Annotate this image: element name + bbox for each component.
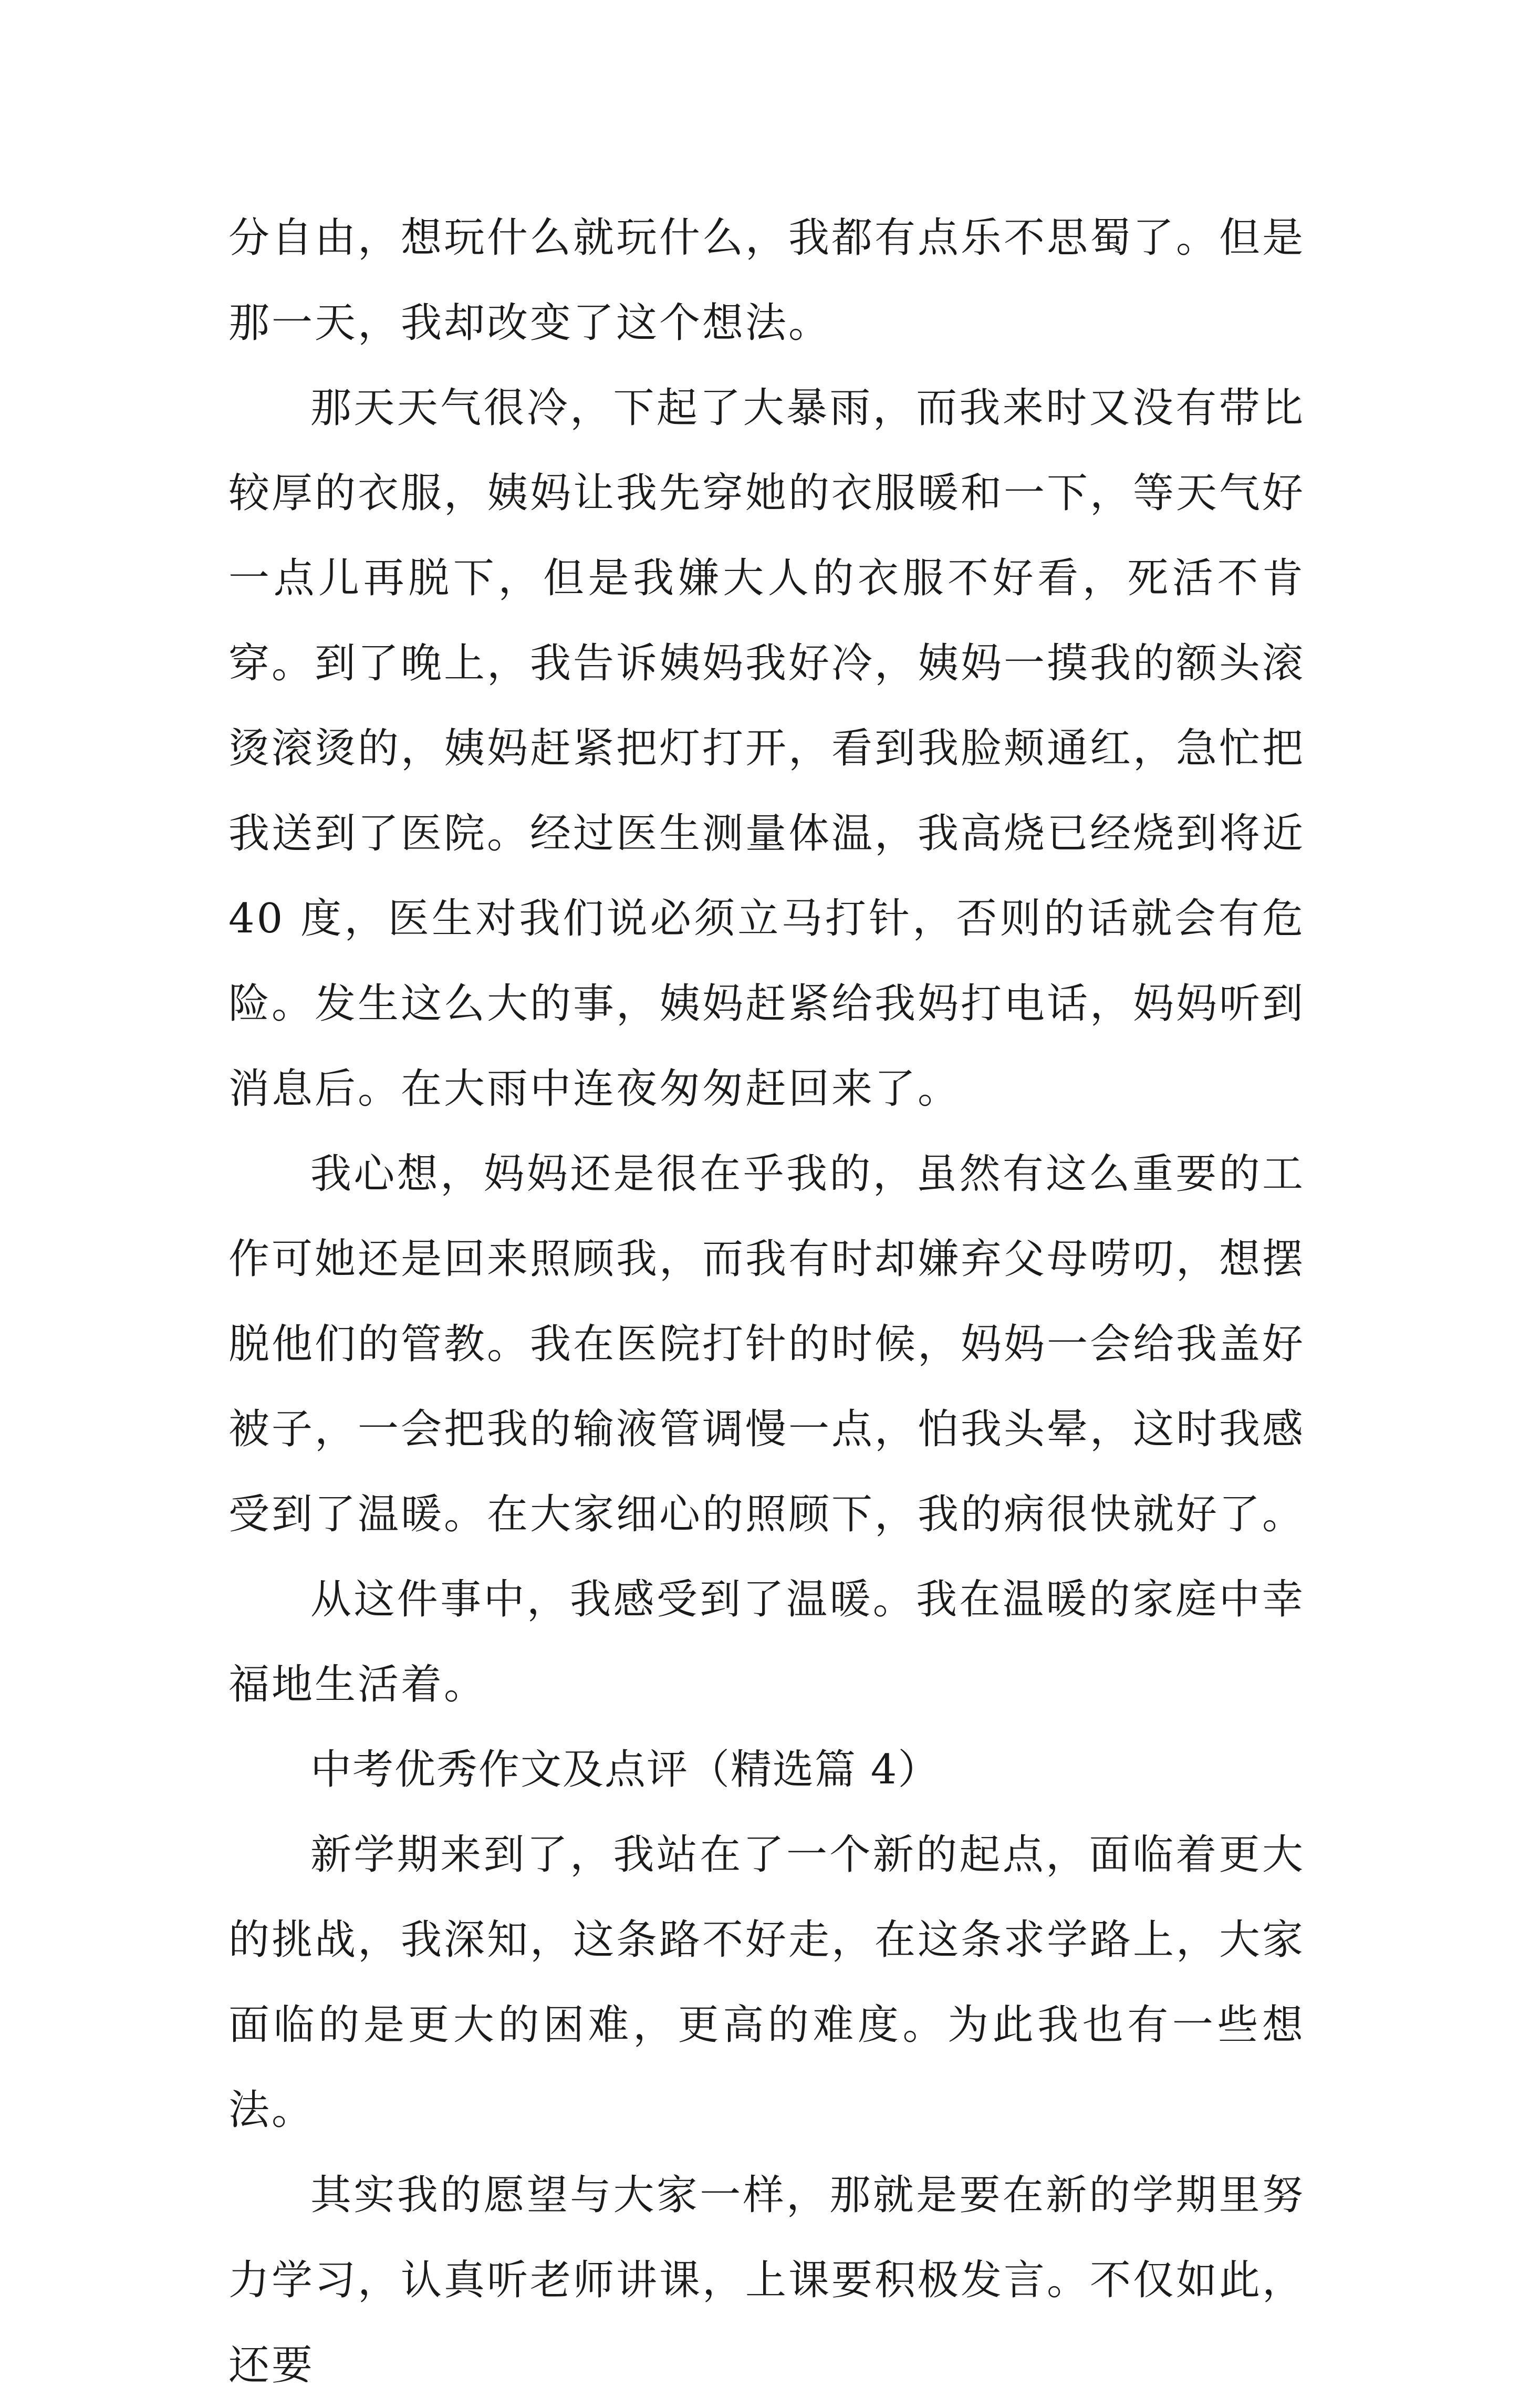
paragraph-4: 从这件事中，我感受到了温暖。我在温暖的家庭中幸福地生活着。 (228, 1576, 1305, 1708)
document-body (228, 195, 1305, 2408)
paragraph-1: 分自由，想玩什么就玩什么，我都有点乐不思蜀了。但是那一天，我却改变了这个想法。 (228, 214, 1306, 347)
paragraph-3: 我心想，妈妈还是很在乎我的，虽然有这么重要的工作可她还是回来照顾我，而我有时却嫌弃父母唠叨，想摆脱他们的管教。我在医院打针的时候，妈妈一会给我盖好被子，一会把我的输液管调慢一点，怕我头晕，这时我感受到了温暖。在大家细心的照顾下，我的病很快就好了。 (228, 1150, 1306, 1538)
paragraph-2: 那天天气很冷，下起了大暴雨，而我来时又没有带比较厚的衣服，姨妈让我先穿她的衣服暖和一下，等天气好一点儿再脱下，但是我嫌大人的衣服不好看，死活不肯穿。到了晚上，我告诉姨妈我好冷，姨妈一摸我的额头滚烫滚烫的，姨妈赶紧把灯打开，看到我脸颊通红，急忙把我送到了医院。经过医生测量体温，我高烧已经烧到将近 40 度，医生对我们说必须立马打针，否则的话就会有危险。发生这么大的事，姨妈赶紧给我妈打电话，妈妈听到消息后。在大雨中连夜匆匆赶回来了。 (228, 385, 1306, 1113)
paragraph-6: 新学期来到了，我站在了一个新的起点，面临着更大的挑战，我深知，这条路不好走，在这条求学路上，大家面临的是更大的困难，更高的难度。为此我也有一些想法。 (228, 1831, 1306, 2134)
section-heading: 中考优秀作文及点评（精选篇 4） (310, 1746, 940, 1793)
paragraph-7: 其实我的愿望与大家一样，那就是要在新的学期里努力学习，认真听老师讲课，上课要积极发言。不仅如此，还要 (228, 2172, 1306, 2389)
